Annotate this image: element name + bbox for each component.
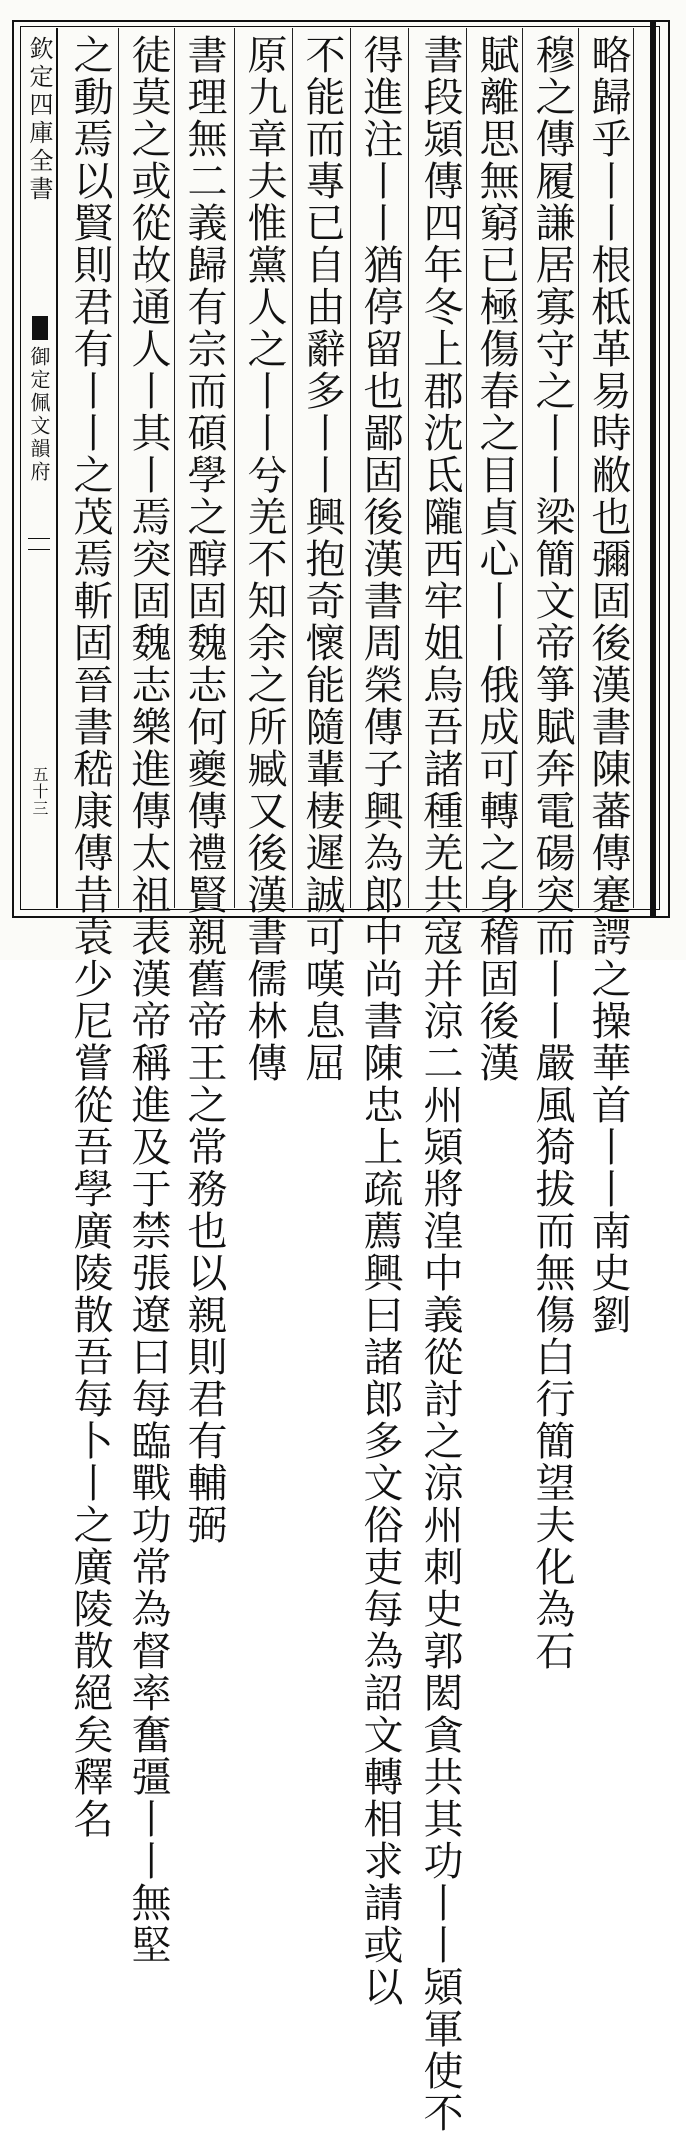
- column-rule: [292, 28, 293, 908]
- margin-gutter: [22, 28, 58, 908]
- fish-tail-mark: [28, 538, 50, 550]
- column-rule: [578, 28, 579, 908]
- text-column-2: 穆之傳履謙居寡守之丨丨梁簡文帝箏賦奔電碭突而丨丨嚴風猗拔而無傷白行簡望夫化為石: [529, 34, 575, 1672]
- text-column-3: 賦離思無窮已極傷春之目貞心丨丨俄成可轉之身稽固後漢: [473, 34, 519, 1084]
- text-column-4: 書段熲傳四年冬上郡沈氐隴西牢姐烏吾諸種羌共寇并涼二州熲將湟中義從討之涼州刺史郭閎貪共其功丨丨熲軍使不: [417, 34, 463, 2134]
- text-column-9: 徒莫之或從故通人丨其丨焉突固魏志樂進傳太祖表漢帝稱進及于禁張遼曰每臨戰功常為督率奮彊丨丨無堅: [125, 34, 171, 1966]
- text-column-7: 原九章夫惟黨人之丨丨兮羌不知余之所臧又後漢書儒林傳: [241, 34, 287, 1084]
- column-rule: [174, 28, 175, 908]
- text-column-8: 書理無二義歸有宗而碩學之醇固魏志何夔傳禮賢親舊帝王之常務也以親則君有輔弼: [181, 34, 227, 1546]
- text-column-10: 之動焉以賢則君有丨丨之茂焉斬固晉書嵇康傳昔袁少尼嘗從吾學廣陵散吾每卜丨之廣陵散絕矣釋名: [67, 34, 113, 1840]
- book-title: 欽定四庫全書: [25, 36, 53, 204]
- text-column-1: 略歸乎丨丨根柢革易時敝也彌固後漢書陳蕃傳蹇諤之操華首丨丨南史劉: [585, 34, 631, 1336]
- text-column-6: 不能而專已自由辭多丨丨興抱奇懷能隨輩棲遲誠可嘆息屈: [299, 34, 345, 1084]
- text-column-5: 得進注丨丨猶停留也鄙固後漢書周榮傳子興為郎中尚書陳忠上疏薦興曰諸郎多文俗吏每為詔文轉相求請或以: [357, 34, 403, 2008]
- column-rule: [466, 28, 467, 908]
- black-marker-block: [32, 316, 48, 340]
- column-rule: [118, 28, 119, 908]
- page-border-right-bar: [650, 20, 656, 918]
- section-title: 御定佩文韻府: [27, 346, 51, 484]
- column-rule: [234, 28, 235, 908]
- column-rule: [522, 28, 523, 908]
- column-rule: [350, 28, 351, 908]
- column-rule: [408, 28, 409, 908]
- page-number: 五十三: [30, 766, 49, 817]
